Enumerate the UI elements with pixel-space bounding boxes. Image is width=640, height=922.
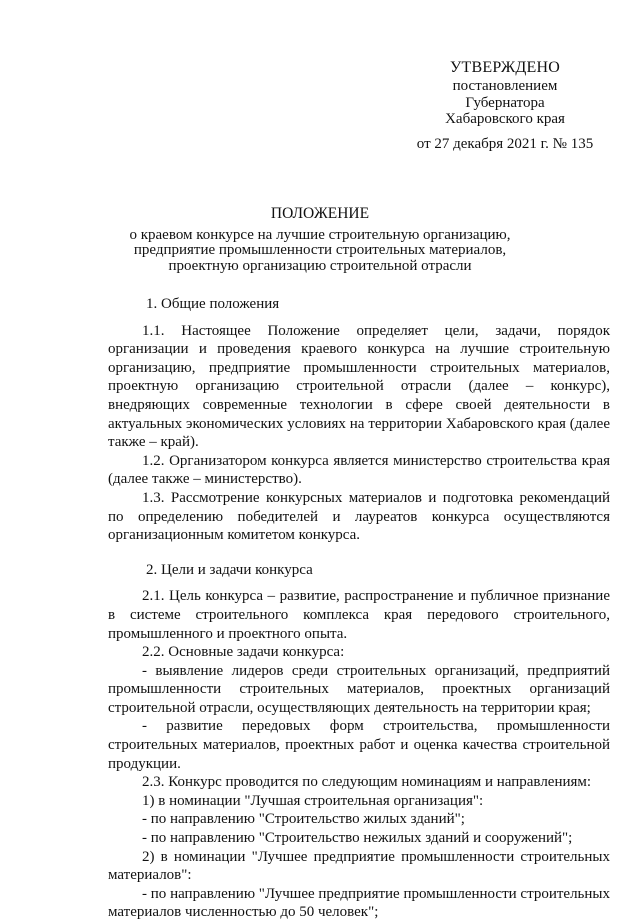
paragraph: 2) в номинации "Лучшее предприятие промышленности строительных материалов": (108, 848, 610, 884)
section-heading: 1. Общие положения (146, 296, 280, 312)
paragraph: - развитие передовых форм строительства, промышленности строительных материалов, проектных работ и оценка качества строительной продукции. (108, 718, 610, 772)
paragraph: - по направлению "Лучшее предприятие промышленности строительных материалов численностью до 50 человек"; (108, 885, 610, 921)
paragraph: 1.2. Организатором конкурса является министерство строительства края (далее также – министерство). (108, 452, 610, 488)
title-line: проектную организацию строительной отрасли (168, 257, 472, 274)
paragraph: - по направлению "Строительство жилых зданий"; (142, 811, 465, 828)
paragraph: 2.1. Цель конкурса – развитие, распространение и публичное признание в системе строительного комплекса края передового строительного, промышленного и проектного опыта. (108, 588, 610, 642)
paragraph: - выявление лидеров среди строительных организаций, предприятий промышленности строительных материалов, проектных организаций строительной отрасли, осуществляющих деятельность на территории края; (108, 662, 610, 716)
approval-block (380, 58, 630, 153)
paragraph: 1.3. Рассмотрение конкурсных материалов и подготовка рекомендаций по определению победителей и лауреатов конкурса осуществляются организационным комитетом конкурса. (108, 489, 610, 544)
title-main: ПОЛОЖЕНИЕ (270, 205, 370, 222)
approval-heading: УТВЕРЖДЕНО (449, 59, 560, 76)
section-heading: 2. Цели и задачи конкурса (146, 561, 313, 578)
paragraph: 2.3. Конкурс проводится по следующим номинациям и направлениям: (142, 774, 592, 791)
paragraph: - по направлению "Строительство нежилых зданий и сооружений"; (142, 830, 573, 847)
paragraph: 1) в номинации "Лучшая строительная организация": (142, 792, 484, 809)
document-body (108, 295, 610, 922)
paragraph: 1.1. Настоящее Положение определяет цели, задачи, порядок организации и проведения краевого конкурса на лучшие строительную организацию, предприятие промышленности строительных материалов, проектную организацию строительной отрасли (далее – конкурс), внедряющих современные технологии в сфере своей деятельности в актуальных экономических условиях на территории Хабаровского края (далее также – край). (108, 322, 610, 451)
title-line: о краевом конкурсе на лучшие строительную организацию, (129, 226, 511, 243)
document-title (70, 205, 570, 274)
approval-line: Губернатора (465, 94, 545, 111)
approval-line: постановлением (452, 78, 558, 94)
paragraph: 2.2. Основные задачи конкурса: (142, 644, 345, 661)
approval-date: от 27 декабря 2021 г. № 135 (416, 135, 594, 152)
title-line: предприятие промышленности строительных материалов, (133, 242, 507, 259)
approval-line: Хабаровского края (445, 111, 565, 127)
